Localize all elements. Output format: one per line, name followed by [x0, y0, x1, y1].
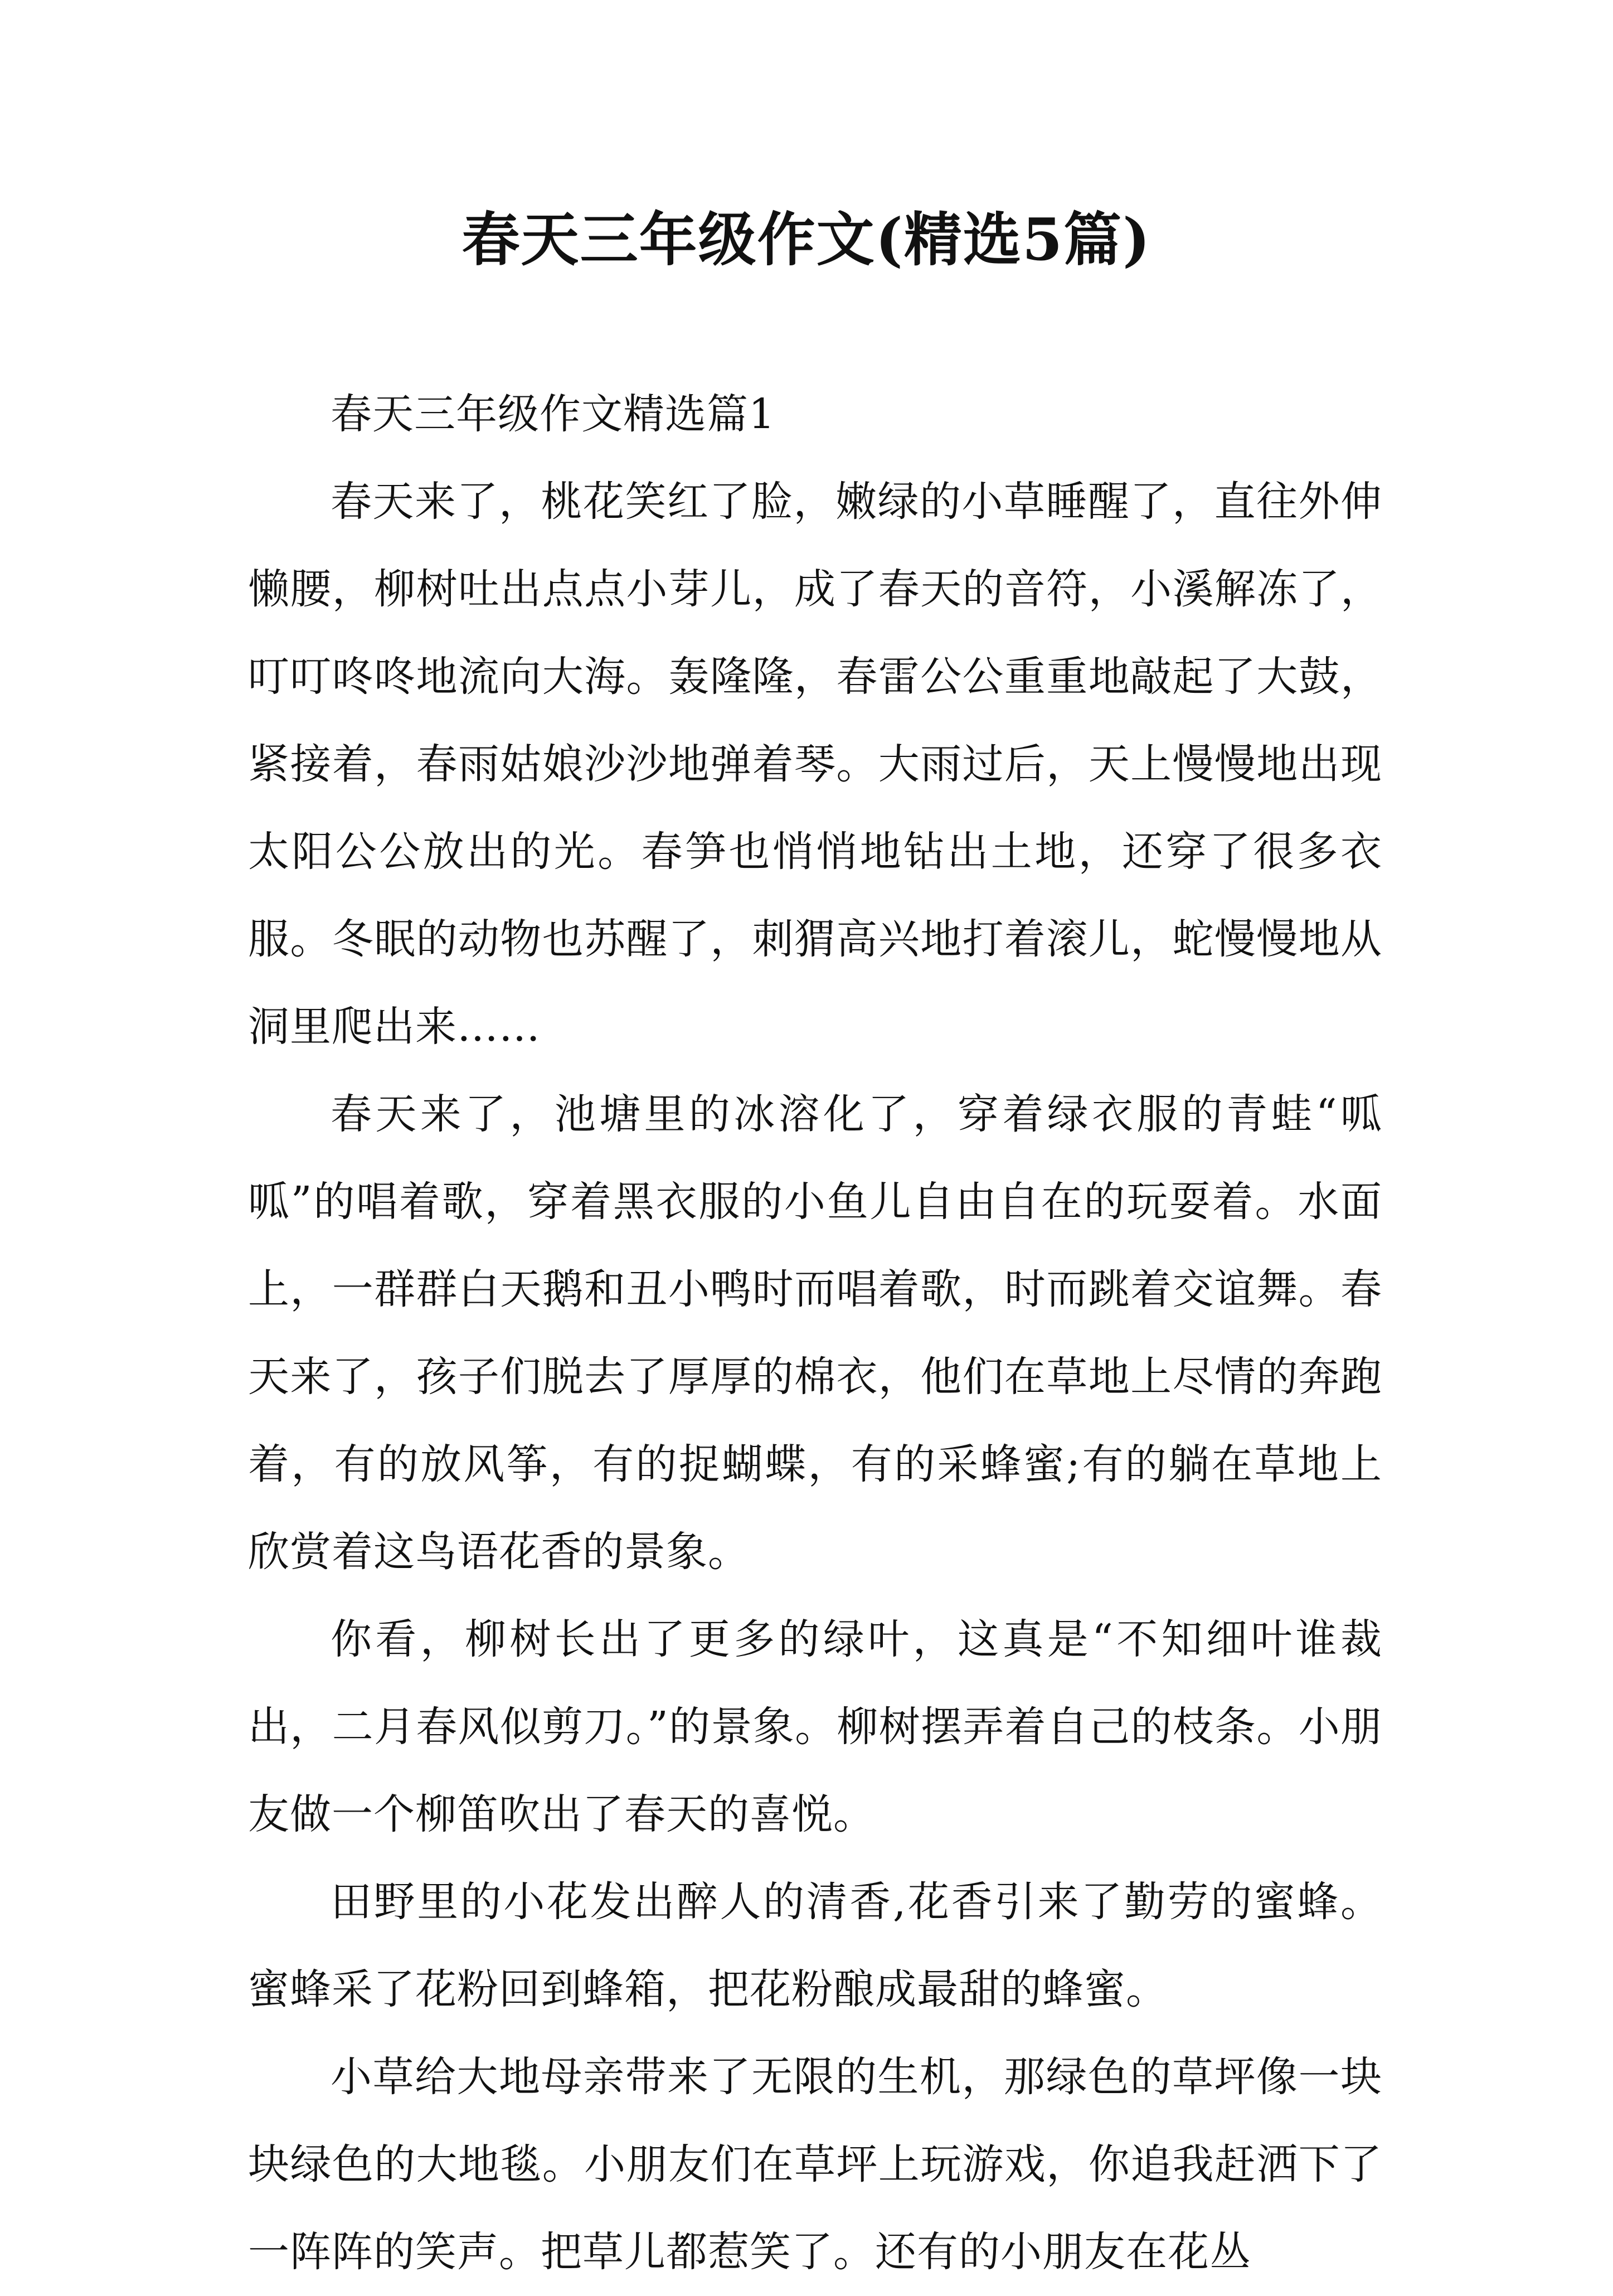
- document-title: 春天三年级作文(精选5篇): [461, 205, 1152, 274]
- paragraph-3: 你看，柳树长出了更多的绿叶，这真是“不知细叶谁裁出，二月春风似剪刀。”的景象。柳树摆弄着自己的枝条。小朋友做一个柳笛吹出了春天的喜悦。: [248, 1615, 1382, 1838]
- paragraph-1: 春天来了，桃花笑红了脸，嫩绿的小草睡醒了，直往外伸懒腰，柳树吐出点点小芽儿，成了春天的音符，小溪解冻了，叮叮咚咚地流向大海。轰隆隆，春雷公公重重地敲起了大鼓，紧接着，春雨姑娘沙沙地弹着琴。大雨过后，天上慢慢地出现太阳公公放出的光。春笋也悄悄地钻出土地，还穿了很多衣服。冬眠的动物也苏醒了，刺猬高兴地打着滚儿，蛇慢慢地从洞里爬出来……: [248, 478, 1382, 1051]
- paragraph-4: 田野里的小花发出醉人的清香,花香引来了勤劳的蜜蜂。蜜蜂采了花粉回到蜂箱，把花粉酿成最甜的蜂蜜。: [248, 1878, 1382, 2013]
- document-body: [248, 371, 1382, 2296]
- paragraph-2: 春天来了，池塘里的冰溶化了，穿着绿衣服的青蛙“呱呱”的唱着歌，穿着黑衣服的小鱼儿自由自在的玩耍着。水面上，一群群白天鹅和丑小鸭时而唱着歌，时而跳着交谊舞。春天来了，孩子们脱去了厚厚的棉衣，他们在草地上尽情的奔跑着，有的放风筝，有的捉蝴蝶，有的采蜂蜜;有的躺在草地上欣赏着这鸟语花香的景象。: [248, 1090, 1382, 1576]
- section-heading: 春天三年级作文精选篇1: [331, 390, 776, 438]
- paragraph-5: 小草给大地母亲带来了无限的生机，那绿色的草坪像一块块绿色的大地毯。小朋友们在草坪上玩游戏，你追我赶洒下了一阵阵的笑声。把草儿都惹笑了。还有的小朋友在花丛: [248, 2053, 1382, 2276]
